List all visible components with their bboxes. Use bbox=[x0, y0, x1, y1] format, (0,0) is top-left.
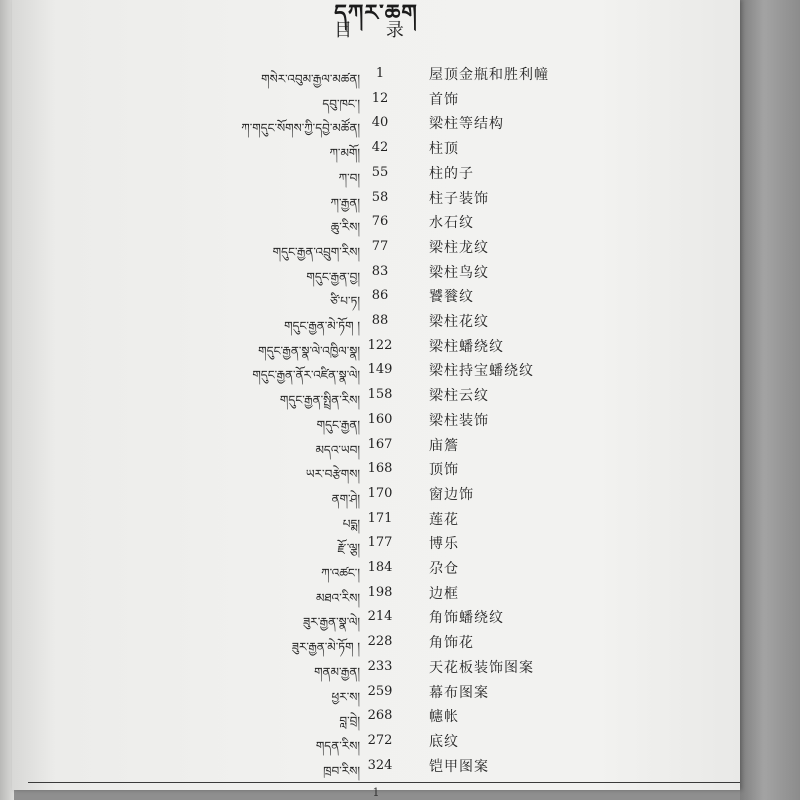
toc-entry bbox=[12, 236, 740, 261]
toc-entry bbox=[12, 112, 740, 137]
toc-tibetan-title: ཀ་འཚང་། bbox=[321, 566, 360, 580]
toc-chinese-title: 边框 bbox=[429, 585, 459, 602]
toc-page-number: 272 bbox=[367, 732, 393, 748]
toc-chinese-title: 铠甲图案 bbox=[429, 758, 489, 775]
toc-tibetan-title: ཁྲབ་རིས། bbox=[323, 763, 360, 778]
toc-page-number: 184 bbox=[367, 560, 393, 575]
toc-tibetan-title: ཟུར་རྒྱན་མེ་ཏོག ། bbox=[291, 640, 360, 655]
toc-entry bbox=[12, 384, 740, 409]
toc-chinese-title: 天花板装饰图案 bbox=[429, 659, 534, 676]
toc-entry bbox=[12, 681, 740, 706]
toc-page-number: 167 bbox=[367, 436, 393, 452]
toc-page-number: 1 bbox=[375, 66, 385, 81]
toc-entry bbox=[12, 335, 740, 360]
toc-tibetan-title: གདན་རིས། bbox=[315, 738, 360, 753]
toc-tibetan-title: ཀ་མགོ། bbox=[329, 146, 360, 161]
toc-page-number: 198 bbox=[367, 584, 393, 600]
toc-chinese-title: 梁柱花纹 bbox=[429, 314, 489, 330]
toc-page-number: 168 bbox=[367, 461, 393, 477]
toc-entry bbox=[12, 359, 740, 384]
toc-page-number: 77 bbox=[371, 238, 389, 254]
toc-chinese-title: 顶饰 bbox=[429, 462, 459, 479]
toc-entry bbox=[12, 755, 740, 780]
toc-entry bbox=[12, 187, 740, 212]
page-number: 1 bbox=[372, 786, 380, 799]
toc-tibetan-title: བླ་བྲེ། bbox=[339, 714, 360, 729]
toc-chinese-title: 梁柱鸟纹 bbox=[429, 264, 489, 281]
toc-entry bbox=[12, 409, 740, 434]
toc-entry bbox=[12, 285, 740, 310]
toc-chinese-title: 角饰蟠绕纹 bbox=[429, 610, 504, 627]
toc-chinese-title: 幰帐 bbox=[429, 709, 459, 726]
toc-entry bbox=[12, 137, 740, 162]
toc-chinese-title: 庙簷 bbox=[429, 437, 459, 454]
toc-page-number: 228 bbox=[367, 634, 393, 650]
toc-page-number: 170 bbox=[367, 485, 393, 501]
toc-tibetan-title: དབུ་ཁང་། bbox=[322, 96, 360, 111]
toc-tibetan-title: གནམ་རྒྱན། bbox=[314, 664, 360, 679]
toc-tibetan-title: གདུང་རྒྱན་མེ་ཏོག ། bbox=[284, 319, 360, 333]
toc-entry bbox=[12, 656, 740, 681]
toc-page-number: 58 bbox=[371, 189, 389, 205]
toc-tibetan-title: གདུང་རྒྱན་བྱ། bbox=[306, 269, 360, 284]
toc-tibetan-title: གདུང་རྒྱན་སྤྲིན་རིས། bbox=[279, 393, 360, 408]
toc-page-number: 160 bbox=[367, 411, 393, 427]
toc-chinese-title: 梁柱龙纹 bbox=[429, 239, 489, 256]
toc-tibetan-title: མཐའ་རིས། bbox=[316, 590, 360, 605]
toc-chinese-title: 水石纹 bbox=[429, 215, 474, 232]
toc-chinese-title: 尕仓 bbox=[429, 561, 459, 577]
toc-tibetan-title: གདུང་རྒྱན་འབྲུག་རིས། bbox=[272, 244, 360, 259]
toc-entry bbox=[12, 434, 740, 459]
toc-page-number: 149 bbox=[367, 362, 393, 378]
book-page bbox=[12, 0, 740, 799]
toc-chinese-title: 首饰 bbox=[429, 91, 459, 108]
toc-chinese-title: 柱顶 bbox=[429, 141, 459, 158]
toc-tibetan-title: པདྨ། bbox=[342, 516, 360, 531]
toc-entry bbox=[12, 261, 740, 286]
toc-entry bbox=[12, 310, 740, 335]
toc-tibetan-title: ཕྱར་ས། bbox=[331, 689, 360, 704]
toc-page-number: 324 bbox=[367, 757, 393, 773]
toc-entry bbox=[12, 631, 740, 656]
toc-tibetan-title: ཀ་གདུང་སོགས་ཀྱི་དབྱེ་མཚོན། bbox=[241, 121, 360, 136]
toc-page-number: 40 bbox=[371, 115, 389, 131]
toc-chinese-title: 幕布图案 bbox=[429, 684, 489, 701]
toc-tibetan-title: གདུང་རྒྱན་ནོར་འཛིན་སྣ་ལེ། bbox=[252, 368, 360, 383]
toc-tibetan-title: གདུང་རྒྱན། bbox=[316, 417, 360, 432]
toc-entry bbox=[12, 162, 740, 187]
toc-entry bbox=[12, 606, 740, 631]
toc-entry bbox=[12, 483, 740, 508]
toc-tibetan-title: རྫོ་ལྕ། bbox=[337, 541, 360, 556]
toc-page-number: 158 bbox=[367, 387, 393, 403]
toc-page-number: 233 bbox=[367, 658, 393, 674]
toc-page-number: 171 bbox=[367, 510, 393, 526]
toc-chinese-title: 窗边饰 bbox=[429, 486, 474, 503]
toc-entry bbox=[12, 532, 740, 557]
toc-tibetan-title: མདའ་ཡབ། bbox=[315, 442, 360, 457]
toc-page-number: 259 bbox=[367, 683, 393, 699]
toc-page-number: 55 bbox=[371, 164, 389, 180]
toc-chinese-title: 莲花 bbox=[429, 511, 459, 528]
toc-page-number: 177 bbox=[367, 535, 393, 551]
toc-entry bbox=[12, 557, 740, 582]
toc-entry bbox=[12, 508, 740, 533]
toc-page-number: 86 bbox=[371, 288, 389, 304]
toc-page-number: 83 bbox=[371, 263, 389, 279]
toc-page-number: 42 bbox=[371, 140, 389, 156]
toc-tibetan-title: ཆུ་རིས། bbox=[330, 220, 360, 235]
toc-tibetan-title: ནག་ཤེ། bbox=[331, 491, 360, 506]
toc-page-number: 88 bbox=[371, 313, 389, 328]
toc-chinese-title: 角饰花 bbox=[429, 635, 474, 652]
toc-chinese-title: 博乐 bbox=[429, 536, 459, 553]
toc-chinese-title: 梁柱装饰 bbox=[429, 412, 489, 429]
toc-tibetan-title: ཀ་བ། bbox=[338, 170, 360, 185]
toc-tibetan-title: གསེར་འབུམ་རྒྱལ་མཚན། bbox=[261, 72, 360, 86]
toc-page-number: 268 bbox=[367, 708, 393, 724]
toc-chinese-title: 梁柱云纹 bbox=[429, 388, 489, 405]
toc-chinese-title: 柱子装饰 bbox=[429, 190, 489, 207]
toc-entry bbox=[12, 88, 740, 113]
toc-chinese-title: 屋顶金瓶和胜利幢 bbox=[429, 67, 549, 83]
toc-chinese-title: 梁柱持宝蟠绕纹 bbox=[429, 363, 534, 380]
toc-page-number: 214 bbox=[367, 609, 393, 625]
tibetan-heading: དཀར་ཆག bbox=[334, 1, 418, 26]
toc-chinese-title: 饕餮纹 bbox=[429, 289, 474, 306]
toc-entry bbox=[12, 730, 740, 755]
toc-entry bbox=[12, 705, 740, 730]
toc-page-number: 122 bbox=[367, 337, 393, 353]
toc-entry bbox=[12, 211, 740, 236]
toc-tibetan-title: ཀ་རྒྱན། bbox=[330, 195, 360, 210]
toc-chinese-title: 梁柱蟠绕纹 bbox=[429, 338, 504, 355]
book-spine-shadow bbox=[740, 0, 800, 800]
toc-tibetan-title: ཡར་བརྩེགས། bbox=[305, 467, 360, 482]
toc-chinese-title: 梁柱等结构 bbox=[429, 116, 504, 133]
toc-chinese-title: 柱的子 bbox=[429, 165, 474, 182]
bottom-rule bbox=[28, 782, 740, 783]
toc-entry bbox=[12, 458, 740, 483]
toc-tibetan-title: ཟུར་རྒྱན་སྣ་ལེ། bbox=[303, 615, 360, 630]
toc-entry bbox=[12, 582, 740, 607]
toc-tibetan-title: གདུང་རྒྱན་སྣ་ལེ་འཁྱིལ་སྣ། bbox=[258, 343, 360, 358]
toc-tibetan-title: ཙི་པ་ཏ། bbox=[330, 294, 360, 309]
toc-chinese-title: 底纹 bbox=[429, 733, 459, 750]
page-title: 目 录 bbox=[334, 20, 418, 41]
toc-entry bbox=[12, 63, 740, 88]
toc-page-number: 12 bbox=[371, 90, 389, 106]
toc-page-number: 76 bbox=[371, 214, 389, 230]
